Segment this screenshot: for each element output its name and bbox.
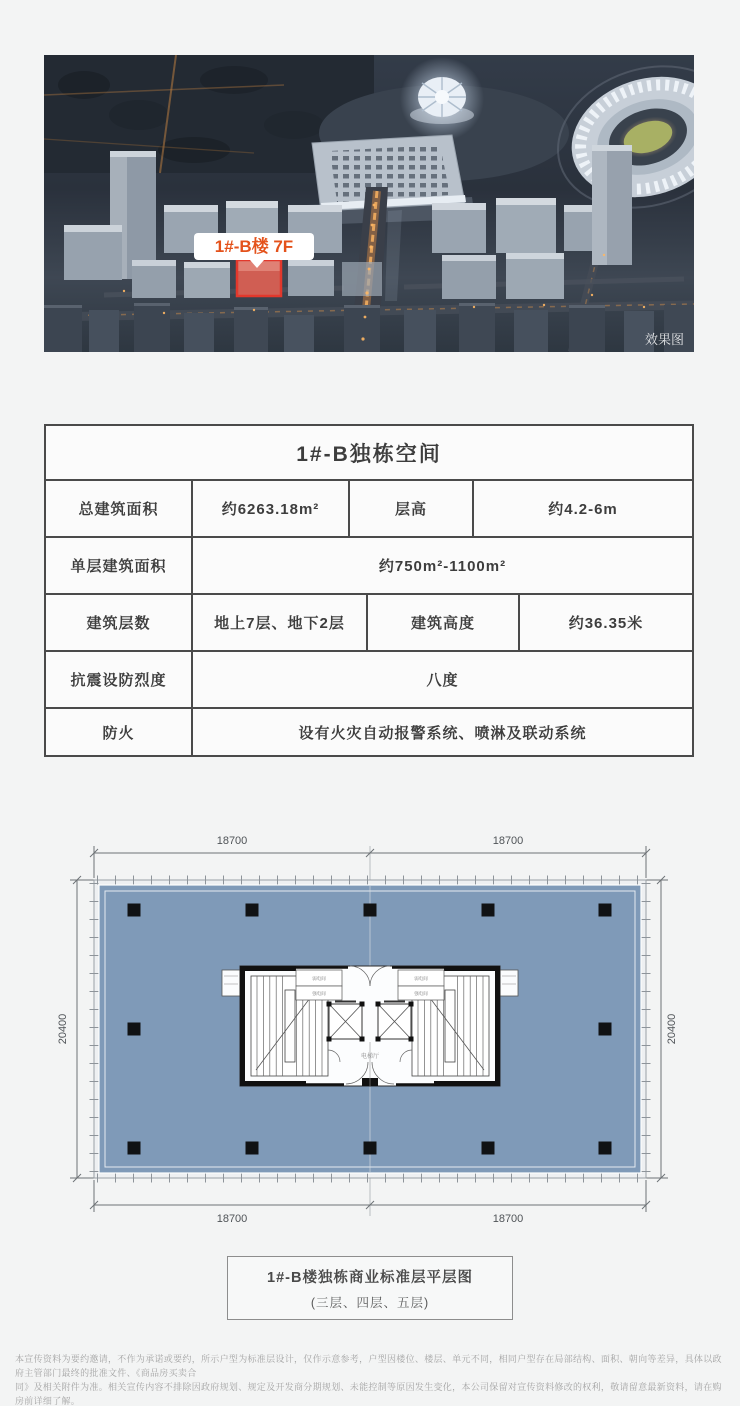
disclaimer-line-2: 同》及相关附件为准。相关宣传内容不排除因政府规划、规定及开发商分期规划、未能控制等原因发生变化，本公司保留对宣传资料修改的权利，敬请留意最新资料，请在购房前详细了解。 xyxy=(15,1382,722,1406)
spec-label-fire: 防火 xyxy=(102,724,135,742)
plan-caption-title: 1#-B楼独栋商业标准层平层图 xyxy=(267,1270,473,1286)
spec-row-seismic xyxy=(46,650,692,707)
lobby-label: 电梯厅 xyxy=(360,1054,380,1060)
spec-value-floor-height: 约4.2-6m xyxy=(472,481,692,536)
spec-row-area xyxy=(46,479,692,536)
core-room-label-b: 强电间 xyxy=(312,991,326,996)
spec-value-single-floor-area: 约750m²-1100m² xyxy=(191,538,692,593)
hero-badge-label: 1#-B楼 7F xyxy=(214,237,294,256)
dim-left: 20400 xyxy=(57,1013,69,1045)
spec-label-seismic: 抗震设防烈度 xyxy=(70,672,167,689)
core-room-label-a: 弱电间 xyxy=(312,976,326,981)
core-room-label-d: 强电间 xyxy=(414,991,428,996)
residential-towers xyxy=(44,303,694,352)
spec-label-floor-height: 层高 xyxy=(348,481,472,536)
spec-value-floor-count: 地上7层、地下2层 xyxy=(191,595,366,650)
spec-value-total-area: 约6263.18m² xyxy=(191,481,348,536)
floor-plan-drawing xyxy=(44,820,694,1240)
spec-label-total-area: 总建筑面积 xyxy=(78,501,159,518)
spec-table-title: 1#-B独栋空间 xyxy=(296,442,442,466)
spec-value-building-height: 约36.35米 xyxy=(518,595,692,650)
floor-plan xyxy=(44,820,694,1240)
dim-bottom-left: 18700 xyxy=(216,1213,248,1225)
plan-caption xyxy=(227,1256,513,1320)
disclaimer xyxy=(15,1352,725,1406)
dim-bottom-right: 18700 xyxy=(492,1213,524,1225)
dim-right: 20400 xyxy=(666,1013,678,1045)
dim-top-right: 18700 xyxy=(492,835,524,847)
spec-label-building-height: 建筑高度 xyxy=(366,595,518,650)
spec-label-floor-count: 建筑层数 xyxy=(86,615,151,632)
spec-row-floors xyxy=(46,593,692,650)
dim-top-left: 18700 xyxy=(216,835,248,847)
core-room-label-c: 弱电间 xyxy=(414,976,428,981)
service-core xyxy=(222,966,518,1086)
hero-illustration xyxy=(44,55,694,352)
hero-render xyxy=(44,55,694,352)
render-watermark: 效果图 xyxy=(644,332,684,347)
spec-row-single-floor xyxy=(46,536,692,593)
plan-caption-sub: (三层、四层、五层) xyxy=(310,1296,430,1310)
spec-row-fire xyxy=(46,707,692,755)
spec-table xyxy=(44,424,694,757)
spec-value-fire: 设有火灾自动报警系统、喷淋及联动系统 xyxy=(191,709,692,755)
spec-label-single-floor-area: 单层建筑面积 xyxy=(70,558,167,575)
disclaimer-line-1: 本宣传资料为要约邀请，不作为承诺或要约，所示户型为标准层设计，仅作示意参考，户型因楼位、楼层、单元不同，相同户型存在局部结构、面积、朝向等差异，具体以政府主管部门最终的批准文件、《商品房买卖合 xyxy=(15,1354,722,1378)
spec-value-seismic: 八度 xyxy=(191,652,692,707)
